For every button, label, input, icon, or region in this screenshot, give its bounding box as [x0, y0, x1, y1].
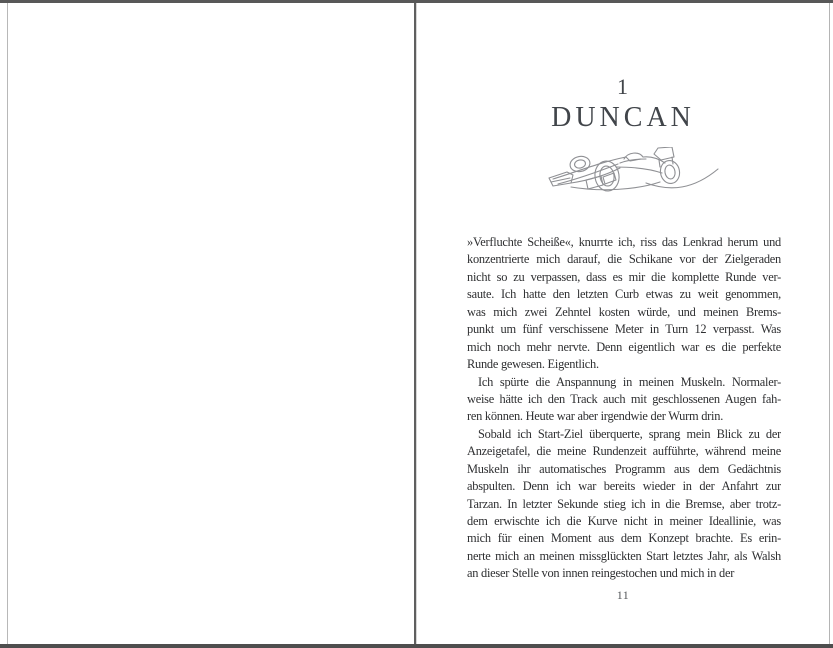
text-line: Tarzan. In letzter Sekunde stieg ich in die Bremse, aber trotz- — [467, 496, 781, 511]
text-line: Sobald ich Start-Ziel überquerte, sprang mein Blick zu der — [478, 426, 781, 441]
frame-bottom-bar — [0, 644, 833, 648]
left-page-blank — [8, 3, 414, 644]
f1-race-car-icon — [546, 147, 722, 211]
page-gutter-divider — [414, 3, 416, 644]
text-line: nicht so zu verpassen, dass es mir die komplette Runde ver- — [467, 269, 781, 284]
text-line: ren können. Heute war aber irgendwie der Wurm drin. — [467, 409, 724, 424]
page-number: 11 — [616, 588, 630, 602]
chapter-title: DUNCAN — [551, 102, 695, 133]
text-line: weise hätte ich den Track auch mit geschlossenen Augen fah- — [467, 391, 781, 406]
text-line: mich für einen Moment aus dem Konzept brachte. Es erin- — [467, 531, 781, 546]
text-line: was mich zwei Zehntel kosten würde, und meinen Brems- — [467, 304, 781, 319]
text-line: dem erwischte ich die Kurve nicht in meiner Ideallinie, was — [467, 514, 781, 528]
text-line: Muskeln ihr automatisches Programm aus dem Gedächtnis — [467, 461, 781, 476]
text-block — [467, 234, 781, 583]
text-line: »Verfluchte Scheiße«, knurrte ich, riss das Lenkrad herum und — [467, 235, 781, 249]
right-page — [417, 3, 829, 644]
text-line: an dieser Stelle von innen reingestochen und mich in der — [467, 566, 735, 581]
text-line: abspulten. Denn ich war bereits wieder in der Anfahrt zur — [467, 479, 781, 494]
text-line: saute. Ich hatte den letzten Curb etwas zu weit genommen, — [467, 287, 781, 302]
text-line: mich noch mehr nervte. Denn eigentlich war es die perfekte — [467, 339, 781, 354]
text-line: konzentrierte mich darauf, die Schikane vor der Zielgeraden — [467, 252, 781, 267]
page-edge-right — [829, 3, 830, 644]
text-line: Ich spürte die Anspannung in meinen Muskeln. Normaler- — [478, 374, 781, 389]
text-line: punkt um fünf verschissene Meter in Turn 12 verpasst. Was — [467, 322, 781, 337]
text-line: Runde gewesen. Eigentlich. — [467, 357, 599, 372]
chapter-number: 1 — [617, 74, 629, 99]
text-line: nerte mich an meinen missglückten Start letztes Jahr, als Walsh — [467, 548, 781, 563]
text-line: Anzeigetafel, die meine Rundenzeit aufführte, während meine — [467, 444, 781, 459]
